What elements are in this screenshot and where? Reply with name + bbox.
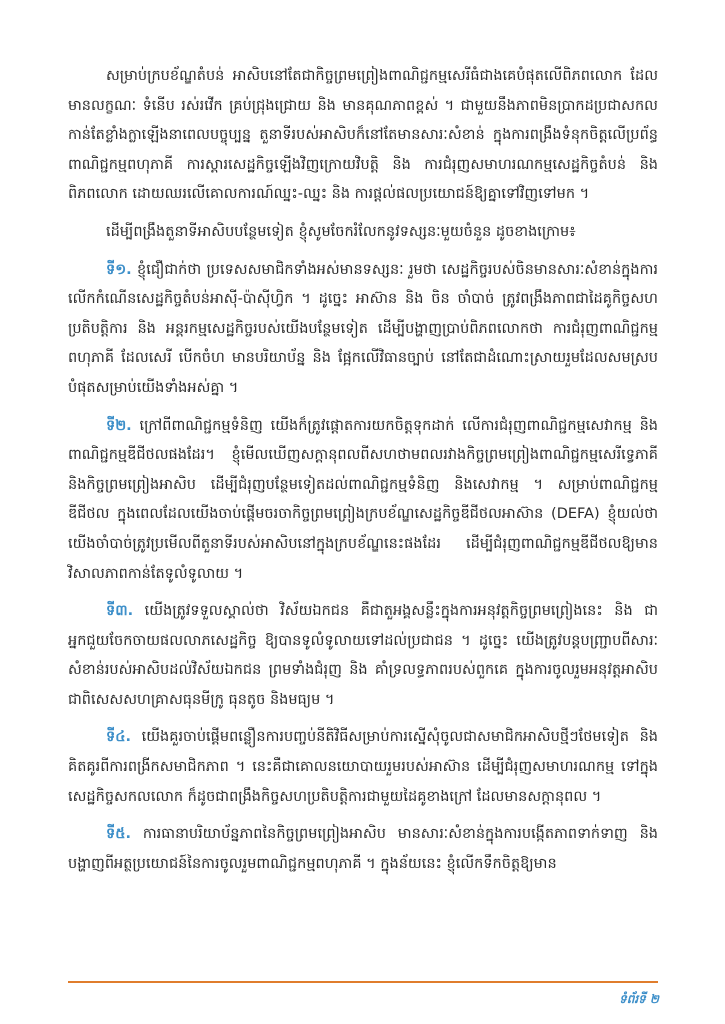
point-1-paragraph bbox=[68, 256, 658, 404]
point-4-paragraph bbox=[68, 723, 658, 812]
point-5-number: ទី៥. bbox=[106, 826, 131, 843]
point-4-text: យើងគួរចាប់ផ្ដើមពន្លឿនការបញ្ចប់នីតិវិធីសម្រាប់ការស្នើសុំចូលជាសមាជិកអាសិបថ្មីៗថែមទៀត និង គិតគូរពីការពង្រីកសមាជិកភាព ។ នេះគឺជាគោលនយោបាយរួមរបស់អាស៊ាន ដើម្បីជំរុញសមាហរណកម្ម ទៅក្នុងសេដ្ឋកិច្ចសកលលោក ក៏ដូចជាពង្រឹងកិច្ចសហប្រតិបត្តិការជាមួយដៃគូខាងក្រៅ ដែលមានសក្តានុពល ។ bbox=[68, 729, 658, 805]
point-1-number: ទី១. bbox=[106, 261, 132, 278]
document-body bbox=[68, 62, 658, 887]
point-2-text: ក្រៅពីពាណិជ្ជកម្មទំនិញ យើងក៏ត្រូវផ្តោតការយកចិត្តទុកដាក់ លើការជំរុញពាណិជ្ជកម្មសេវាកម្ម និង ពាណិជ្ជកម្មឌីជីថលផងដែរ។ ខ្ញុំមើលឃើញសក្តានុពលពីសហថាមពលរវាងកិច្ចព្រមព្រៀងពាណិជ្ជកម្មសេរីទ្វេភាគី និងកិច្ចព្រមព្រៀងអាសិប ដើម្បីជំរុញបន្ថែមទៀតដល់ពាណិជ្ជកម្មទំនិញ និងសេវាកម្ម ។ សម្រាប់ពាណិជ្ជកម្មឌីជីថល ក្នុងពេលដែលយើងចាប់ផ្ដើមចរចាកិច្ចព្រមព្រៀងក្របខ័ណ្ឌសេដ្ឋកិច្ចឌីជីថលអាស៊ាន (DEFA) ខ្ញុំយល់ថា យើងចាំបាច់ត្រូវប្រមើលពីតួនាទីរបស់អាសិបនៅក្នុងក្របខ័ណ្ឌនេះផងដែរ ដើម្បីជំរុញពាណិជ្ជកម្មឌីជីថលឱ្យមានវិសាលភាពកាន់តែទូលំទូលាយ ។ bbox=[68, 417, 659, 582]
footer-divider bbox=[68, 981, 658, 983]
page-number: ទំព័រទី ២ bbox=[619, 992, 659, 1006]
point-3-text: យើងត្រូវទទួលស្គាល់ថា វិស័យឯកជន គឺជាតួអង្គសន្លឹះក្នុងការអនុវត្តកិច្ចព្រមព្រៀងនេះ និង ជាអ្នកជួយចែកចាយផលលាភសេដ្ឋកិច្ច ឱ្យបានទូលំទូលាយទៅដល់ប្រជាជន ។ ដូច្នេះ យើងត្រូវបន្តបញ្ជ្រាបពីសារៈសំខាន់របស់អាសិបដល់វិស័យឯកជន ព្រមទាំងជំរុញ និង គាំទ្រលទ្ធភាពរបស់ពួកគេ ក្នុងការចូលរួមអនុវត្តអាសិប ជាពិសេសសហគ្រាសធុនមីក្រូ ធុនតូច និងមធ្យម ។ bbox=[68, 603, 659, 708]
point-4-number: ទី៤. bbox=[106, 729, 131, 746]
point-3-number: ទី៣. bbox=[106, 603, 134, 620]
intro-paragraph: សម្រាប់ក្របខ័ណ្ឌតំបន់ អាសិបនៅតែជាកិច្ចព្រមព្រៀងពាណិជ្ជកម្មសេរីធំជាងគេបំផុតលើពិភពលោក ដែលមានលក្ខណៈ ទំនើប រស់រវើក គ្រប់ជ្រុងជ្រោយ និង មានគុណភាពខ្ពស់ ។ ជាមួយនឹងភាពមិនប្រាកដប្រជាសកលកាន់តែខ្លាំងក្លាឡើងនាពេលបច្ចុប្បន្ន តួនាទីរបស់អាសិបក៏នៅតែមានសារៈសំខាន់ ក្នុងការពង្រឹងទំនុកចិត្តលើប្រព័ន្ធពាណិជ្ជកម្មពហុភាគី ការស្តារសេដ្ឋកិច្ចឡើងវិញក្រោយវិបត្តិ និង ការជំរុញសមាហរណកម្មសេដ្ឋកិច្ចតំបន់ និង ពិភពលោក ដោយឈរលើគោលការណ៍ឈ្នះ-ឈ្នះ និង ការផ្ដល់ផលប្រយោជន៍ឱ្យគ្នាទៅវិញទៅមក ។ bbox=[68, 68, 658, 203]
point-5-paragraph bbox=[68, 820, 658, 879]
point-5-text: ការធានាបរិយាប័ន្នភាពនៃកិច្ចព្រមព្រៀងអាសិប មានសារៈសំខាន់ក្នុងការបង្កើតភាពទាក់ទាញ និង បង្ហាញពីអត្ថប្រយោជន៍នៃការចូលរួមពាណិជ្ជកម្មពហុភាគី ។ ក្នុងន័យនេះ ខ្ញុំលើកទឹកចិត្តឱ្យមាន bbox=[68, 826, 658, 872]
point-3-paragraph bbox=[68, 597, 658, 715]
point-2-number: ទី២. bbox=[106, 417, 132, 434]
lead-paragraph: ដើម្បីពង្រឹងតួនាទីអាសិបបន្ថែមទៀត ខ្ញុំសូមចែករំលែកនូវទស្សនៈមួយចំនួន ដូចខាងក្រោម៖ bbox=[106, 223, 576, 240]
point-1-text: ខ្ញុំជឿជាក់ថា ប្រទេសសមាជិកទាំងអស់មានទស្សនៈ រួមថា សេដ្ឋកិច្ចរបស់ចិនមានសារៈសំខាន់ក្នុងការលើកកំណើនសេដ្ឋកិច្ចតំបន់អាស៊ី-ប៉ាស៊ីហ្វិក ។ ដូច្នេះ អាស៊ាន និង ចិន ចាំបាច់ ត្រូវពង្រឹងភាពជាដៃគូកិច្ចសហប្រតិបត្តិការ និង អន្តរកម្មសេដ្ឋកិច្ចរបស់យើងបន្ថែមទៀត ដើម្បីបង្ហាញប្រាប់ពិភពលោកថា ការជំរុញពាណិជ្ជកម្មពហុភាគី ដែលសេរី បើកចំហ មានបរិយាប័ន្ន និង ផ្អែកលើវិធានច្បាប់ នៅតែជាដំណោះស្រាយរួមដែលសមស្របបំផុតសម្រាប់យើងទាំងអស់គ្នា ។ bbox=[68, 261, 658, 396]
point-2-paragraph bbox=[68, 412, 658, 590]
